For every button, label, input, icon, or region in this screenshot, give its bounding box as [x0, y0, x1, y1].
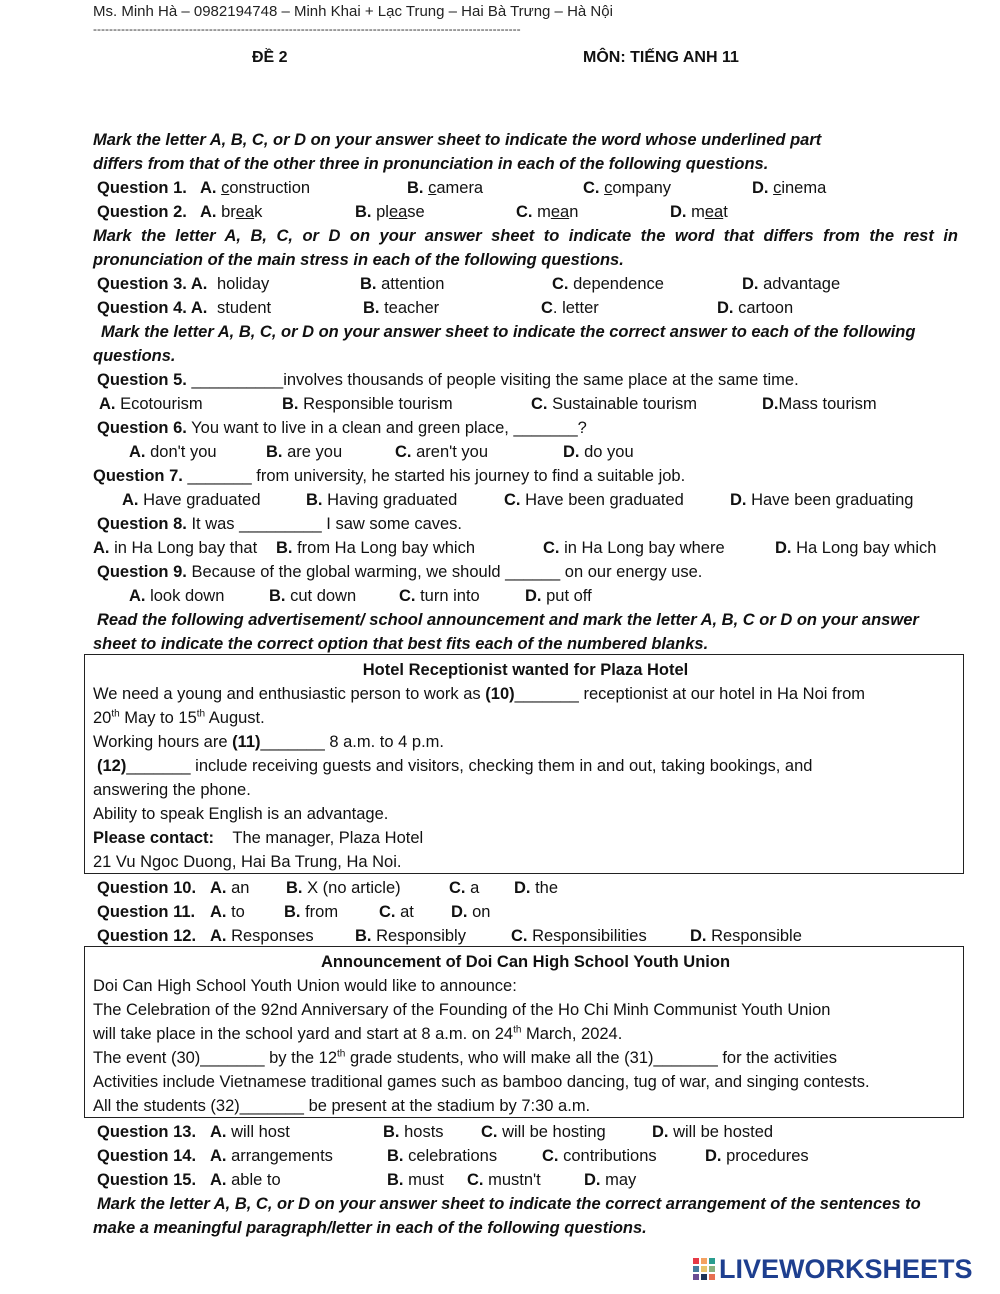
section2-instruction-line1: Mark the letter A, B, C, or D on your answer sheet to indicate the word that differs from the rest in: [93, 227, 958, 245]
question-4: [93, 296, 958, 320]
section1-instruction-line1: Mark the letter A, B, C, or D on your answer sheet to indicate the word whose underlined part: [93, 131, 822, 149]
q3-option-b[interactable]: B. attention: [360, 275, 445, 293]
ad-title: Hotel Receptionist wanted for Plaza Hotel: [362, 661, 689, 679]
question-8-options: [93, 536, 958, 560]
q13-label: Question 13.: [97, 1123, 197, 1141]
question-1: [93, 176, 958, 200]
q6-option-d[interactable]: D. do you: [563, 443, 634, 461]
question-11: [93, 900, 958, 924]
section2-instruction-line2: pronunciation of the main stress in each of the following questions.: [93, 251, 624, 269]
q10-option-a[interactable]: A. an: [210, 879, 250, 897]
q11-option-c[interactable]: C. at: [379, 903, 414, 921]
q5-option-b[interactable]: B. Responsible tourism: [282, 395, 453, 413]
header-divider: -----------------------------------------------------------------------------------------------------------: [93, 22, 521, 36]
q9-option-c[interactable]: C. turn into: [399, 587, 480, 605]
question-6: Question 6. You want to live in a clean and green place, _______?: [97, 419, 587, 437]
question-5-options: [93, 392, 958, 416]
q8-option-c[interactable]: C. in Ha Long bay where: [543, 539, 725, 557]
question-8: Question 8. It was _________ I saw some caves.: [97, 515, 463, 533]
question-7: Question 7. _______ from university, he started his journey to find a suitable job.: [93, 467, 686, 485]
q2-option-c[interactable]: C. mean: [516, 203, 579, 221]
q7-option-d[interactable]: D. Have been graduating: [730, 491, 914, 509]
q4-option-a[interactable]: student: [217, 299, 272, 317]
q12-label: Question 12.: [97, 927, 197, 945]
q1-option-b[interactable]: B. camera: [407, 179, 484, 197]
q7-option-b[interactable]: B. Having graduated: [306, 491, 458, 509]
ad-line-8: 21 Vu Ngoc Duong, Hai Ba Trung, Ha Noi.: [93, 853, 402, 871]
section3-instruction-line2: questions.: [93, 347, 176, 365]
announcement-title: Announcement of Doi Can High School Youth Union: [320, 953, 731, 971]
q14-option-d[interactable]: D. procedures: [705, 1147, 809, 1165]
section5-instruction-line2: make a meaningful paragraph/letter in each of the following questions.: [93, 1219, 647, 1237]
q1-option-c[interactable]: C. company: [583, 179, 672, 197]
q3-option-d[interactable]: D. advantage: [742, 275, 841, 293]
question-13: [93, 1120, 958, 1144]
question-6-options: [93, 440, 958, 464]
q3-option-a[interactable]: holiday: [217, 275, 270, 293]
q6-option-c[interactable]: C. aren't you: [395, 443, 489, 461]
q4-option-c[interactable]: C. letter: [541, 299, 599, 317]
q9-option-b[interactable]: B. cut down: [269, 587, 357, 605]
section1-instruction-line2: differs from that of the other three in pronunciation in each of the following questions.: [93, 155, 769, 173]
question-15: [93, 1168, 958, 1192]
q10-option-b[interactable]: B. X (no article): [286, 879, 401, 897]
q12-option-a[interactable]: A. Responses: [210, 927, 314, 945]
q13-option-b[interactable]: B. hosts: [383, 1123, 444, 1141]
header-contact: Ms. Minh Hà – 0982194748 – Minh Khai + Lạc Trung – Hai Bà Trưng – Hà Nội: [93, 3, 613, 20]
liveworksheets-logo-icon: [692, 1257, 716, 1281]
q14-option-a[interactable]: A. arrangements: [210, 1147, 333, 1165]
q4-option-b[interactable]: B. teacher: [363, 299, 440, 317]
ad-line-7: Please contact: The manager, Plaza Hotel: [93, 829, 424, 847]
q8-option-b[interactable]: B. from Ha Long bay which: [276, 539, 476, 557]
question-2: [93, 200, 958, 224]
q4-label: Question 4. A.: [97, 299, 208, 317]
q11-option-a[interactable]: A. to: [210, 903, 245, 921]
q14-option-b[interactable]: B. celebrations: [387, 1147, 498, 1165]
announcement-line-3: will take place in the school yard and start at 8 a.m. on 24th March, 2024.: [93, 1024, 623, 1043]
q15-option-a[interactable]: A. able to: [210, 1171, 281, 1189]
q8-option-d[interactable]: D. Ha Long bay which: [775, 539, 937, 557]
question-12: [93, 924, 958, 948]
ad-line-2: 20th May to 15th August.: [93, 708, 265, 727]
announcement-line-2: The Celebration of the 92nd Anniversary of the Founding of the Ho Chi Minh Communist Youth Union: [93, 1001, 831, 1019]
q9-option-d[interactable]: D. put off: [525, 587, 592, 605]
announcement-line-4: The event (30)_______ by the 12th grade students, who will make all the (31)_______ for the activities: [93, 1048, 837, 1067]
q9-option-a[interactable]: A. look down: [129, 587, 225, 605]
q7-option-c[interactable]: C. Have been graduated: [504, 491, 684, 509]
section4-instruction-line1: Read the following advertisement/ school announcement and mark the letter A, B, C or D on your answer: [97, 611, 919, 629]
q4-option-d[interactable]: D. cartoon: [717, 299, 794, 317]
q15-option-c[interactable]: C. mustn't: [467, 1171, 541, 1189]
q14-option-c[interactable]: C. contributions: [542, 1147, 657, 1165]
q5-option-d[interactable]: D.Mass tourism: [762, 395, 877, 413]
ad-line-6: Ability to speak English is an advantage.: [93, 805, 389, 823]
q15-option-d[interactable]: D. may: [584, 1171, 637, 1189]
q10-option-c[interactable]: C. a: [449, 879, 480, 897]
q6-option-a[interactable]: A. don't you: [129, 443, 217, 461]
q13-option-c[interactable]: C. will be hosting: [481, 1123, 606, 1141]
question-7-options: [93, 488, 958, 512]
liveworksheets-logo: [692, 1254, 973, 1284]
question-5: Question 5. __________involves thousands of people visiting the same place at the same time.: [97, 371, 799, 389]
question-14: [93, 1144, 958, 1168]
exam-number: ĐỀ 2: [252, 49, 288, 66]
q12-option-b[interactable]: B. Responsibly: [355, 927, 466, 945]
announcement-line-6: All the students (32)_______ be present at the stadium by 7:30 a.m.: [93, 1097, 591, 1115]
q12-option-d[interactable]: D. Responsible: [690, 927, 802, 945]
q1-label: Question 1.: [97, 179, 187, 197]
q13-option-a[interactable]: A. will host: [210, 1123, 290, 1141]
question-10: [93, 876, 958, 900]
q10-label: Question 10.: [97, 879, 197, 897]
announcement-line-1: Doi Can High School Youth Union would like to announce:: [93, 977, 517, 995]
q14-label: Question 14.: [97, 1147, 197, 1165]
q3-label: Question 3. A.: [97, 275, 208, 293]
q11-option-b[interactable]: B. from: [284, 903, 339, 921]
question-9: Question 9. Because of the global warming, we should ______ on our energy use.: [97, 563, 703, 581]
q1-option-a[interactable]: A. construction: [200, 179, 311, 197]
q10-option-d[interactable]: D. the: [514, 879, 559, 897]
q2-label: Question 2.: [97, 203, 187, 221]
q13-option-d[interactable]: D. will be hosted: [652, 1123, 774, 1141]
q11-option-d[interactable]: D. on: [451, 903, 491, 921]
q2-option-b[interactable]: B. please: [355, 203, 425, 221]
q6-option-b[interactable]: B. are you: [266, 443, 343, 461]
ad-line-3: Working hours are (11)_______ 8 a.m. to 4 p.m.: [93, 733, 444, 751]
question-3: [93, 272, 958, 296]
question-9-options: [93, 584, 958, 608]
ad-line-1: We need a young and enthusiastic person to work as (10)_______ receptionist at our hotel in Ha Noi from: [93, 685, 865, 703]
q5-option-c[interactable]: C. Sustainable tourism: [531, 395, 698, 413]
q2-option-a[interactable]: A. break: [200, 203, 263, 221]
section3-instruction-line1: Mark the letter A, B, C, or D on your answer sheet to indicate the correct answer to each of the following: [101, 323, 916, 341]
ad-line-4: (12)_______ include receiving guests and visitors, checking them in and out, taking bookings, and: [97, 757, 813, 775]
q15-label: Question 15.: [97, 1171, 197, 1189]
q11-label: Question 11.: [97, 903, 196, 921]
exam-subject: MÔN: TIẾNG ANH 11: [583, 49, 739, 66]
liveworksheets-logo-text: LIVEWORKSHEETS: [719, 1253, 973, 1284]
announcement-line-5: Activities include Vietnamese traditional games such as bamboo dancing, tug of war, and singing contests.: [93, 1073, 870, 1091]
q7-option-a[interactable]: A. Have graduated: [122, 491, 261, 509]
q5-option-a[interactable]: A. Ecotourism: [99, 395, 203, 413]
q1-option-d[interactable]: D. cinema: [752, 179, 827, 197]
section4-instruction-line2: sheet to indicate the correct option that best fits each of the numbered blanks.: [93, 635, 709, 653]
q3-option-c[interactable]: C. dependence: [552, 275, 664, 293]
q2-option-d[interactable]: D. meat: [670, 203, 728, 221]
q8-option-a[interactable]: A. in Ha Long bay that: [93, 539, 258, 557]
ad-line-5: answering the phone.: [93, 781, 251, 799]
q12-option-c[interactable]: C. Responsibilities: [511, 927, 647, 945]
q15-option-b[interactable]: B. must: [387, 1171, 444, 1189]
section5-instruction-line1: Mark the letter A, B, C, or D on your answer sheet to indicate the correct arrangement of the sentences to: [97, 1195, 921, 1213]
